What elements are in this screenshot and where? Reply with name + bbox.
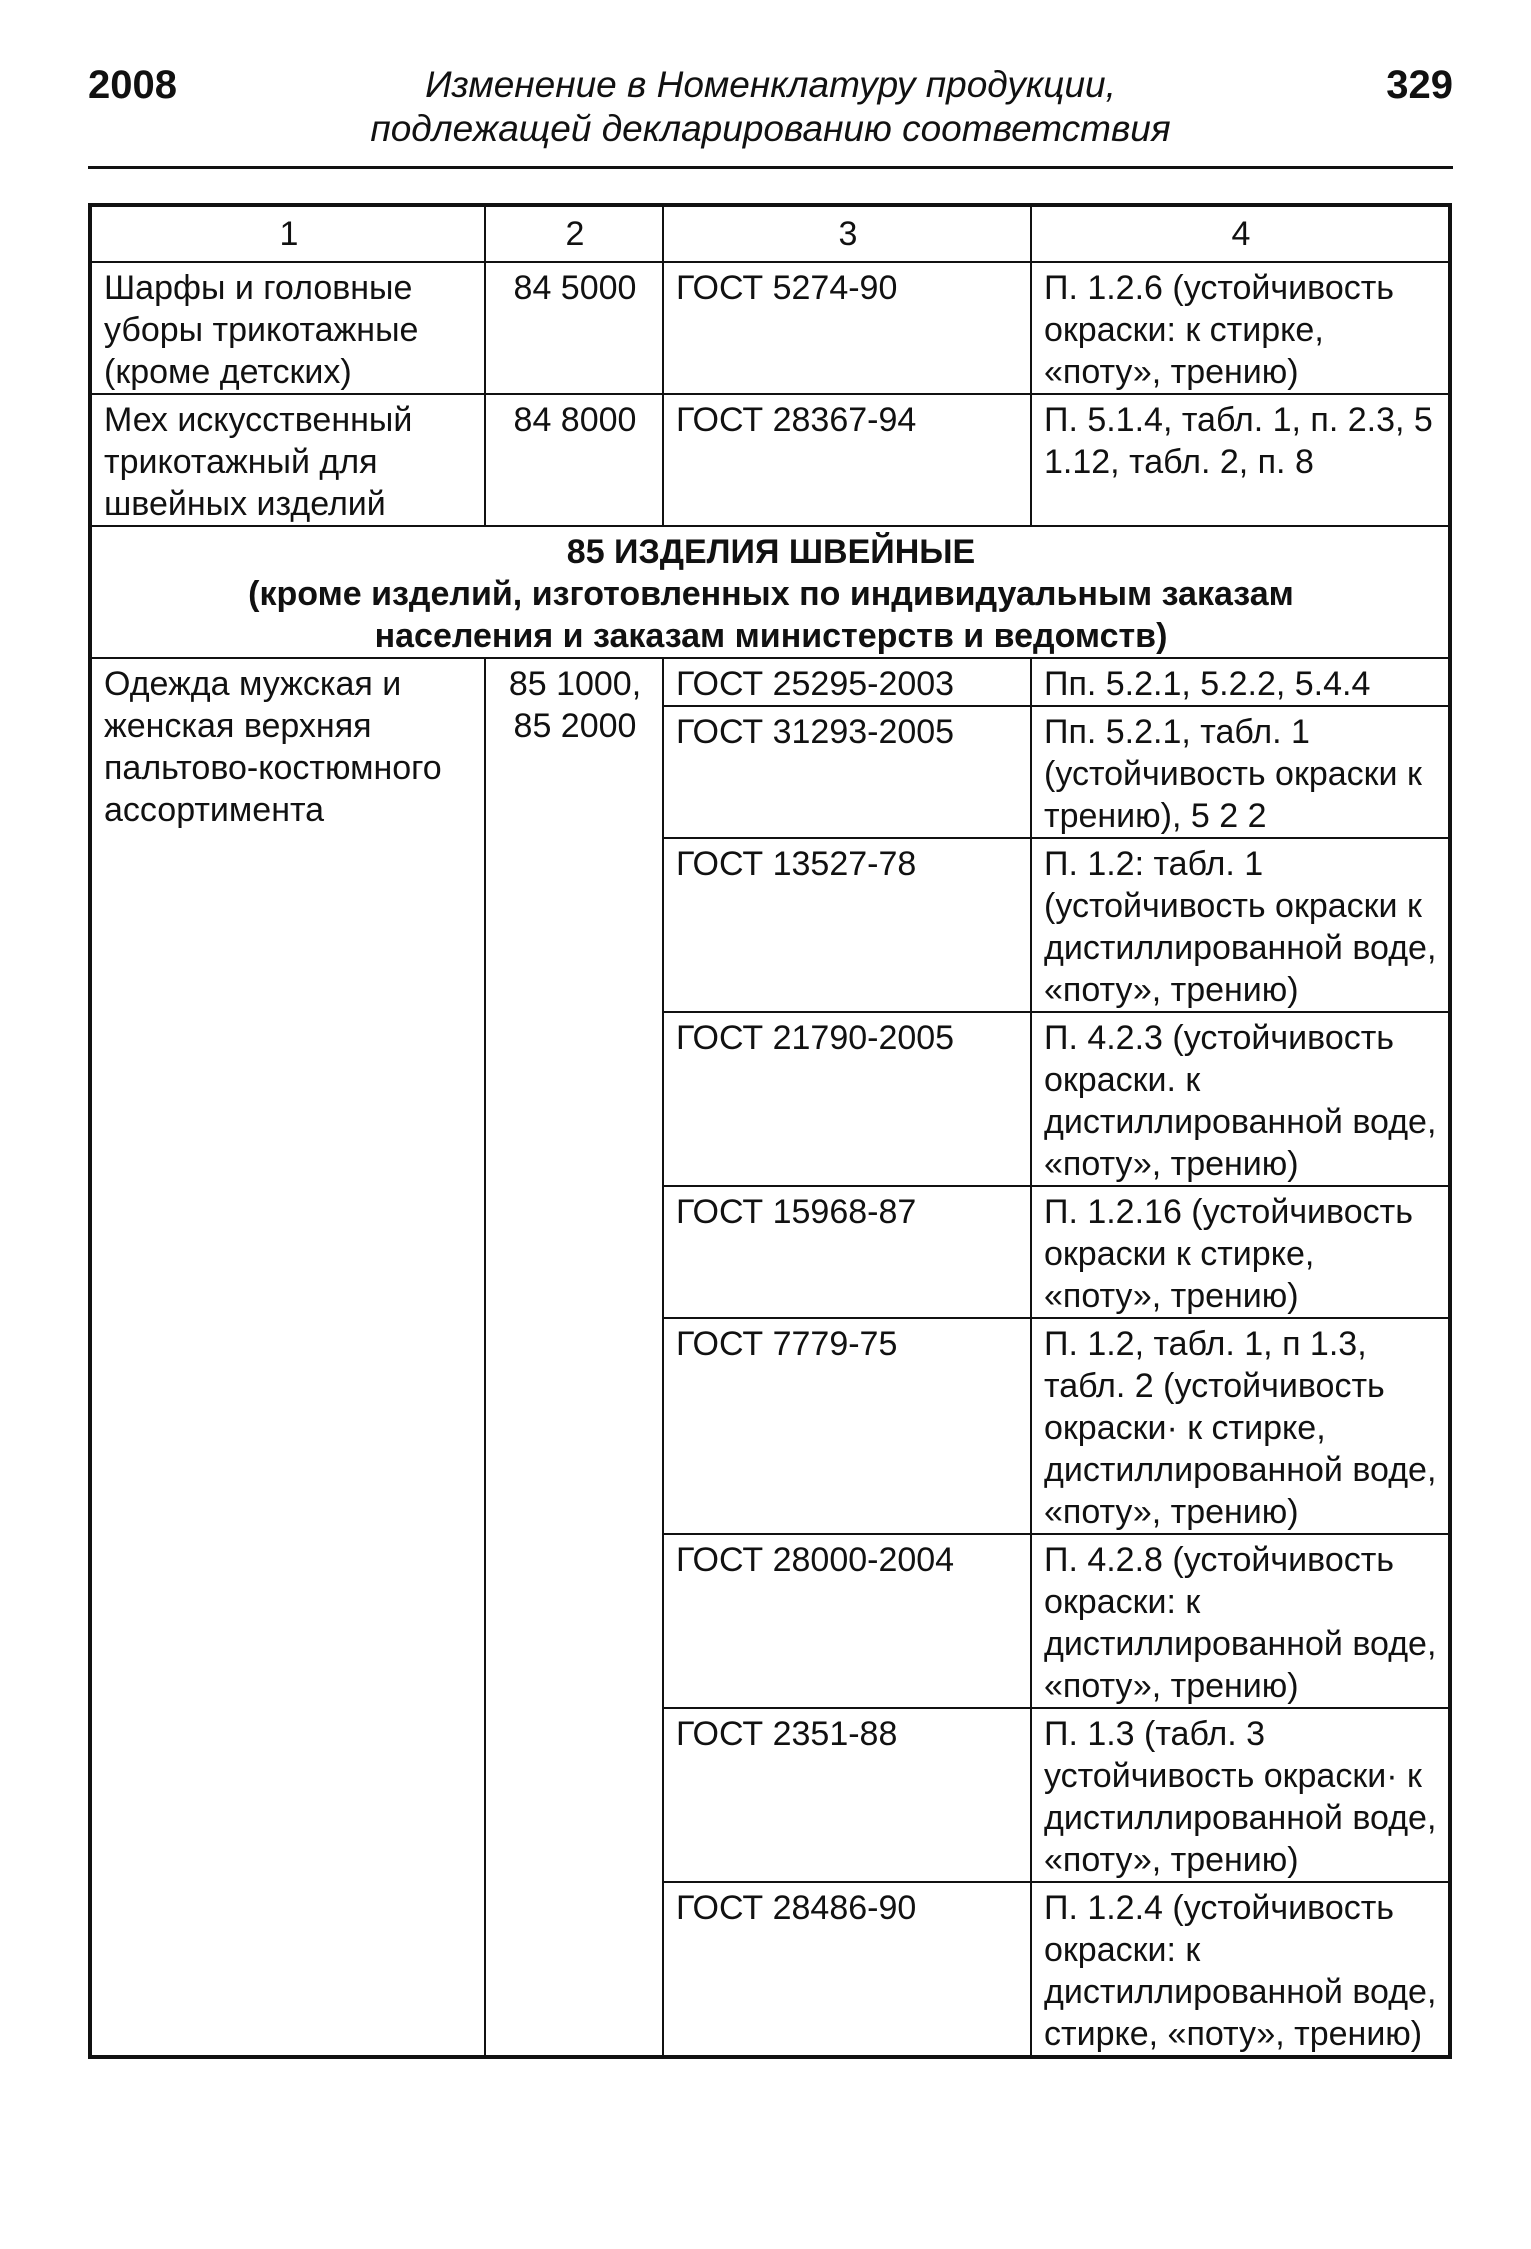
nomenclature-table [88,203,1452,2059]
clause-cell: П. 4.2.3 (устойчивость окраски. к дистиллированной воде, «поту», трению) [1031,1012,1450,1186]
product-cell: Одежда мужская и женская верхняя пальтово-костюмного ассортимента [90,658,485,2057]
standard-cell: ГОСТ 28000-2004 [663,1534,1031,1708]
header-title-line-1: Изменение в Номенклатуру продукции, [425,64,1116,105]
clause-cell: П. 1.2.6 (устойчивость окраски: к стирке, «поту», трению) [1031,262,1450,394]
section-heading-line-2: (кроме изделий, изготовленных по индивидуальным заказам [248,575,1294,613]
header-page-number: 329 [1386,63,1453,107]
table-row [90,394,1450,526]
clause-cell: П. 1.2.16 (устойчивость окраски к стирке, «поту», трению) [1031,1186,1450,1318]
header-title-line-2: подлежащей декларированию соответствия [370,108,1171,149]
clause-cell: П. 1.3 (табл. 3 устойчивость окраски· к дистиллированной воде, «поту», трению) [1031,1708,1450,1882]
product-cell: Шарфы и головные уборы трикотажные (кроме детских) [90,262,485,394]
header-rule [88,166,1453,169]
clause-cell: П. 1.2.4 (устойчивость окраски: к дистиллированной воде, стирке, «поту», трению) [1031,1882,1450,2057]
standard-cell: ГОСТ 28486-90 [663,1882,1031,2057]
column-number: 1 [90,205,485,262]
code-cell: 84 8000 [485,394,663,526]
standard-cell: ГОСТ 15968-87 [663,1186,1031,1318]
section-heading [90,526,1450,658]
standard-cell: ГОСТ 7779-75 [663,1318,1031,1534]
standard-cell: ГОСТ 5274-90 [663,262,1031,394]
standard-cell: ГОСТ 25295-2003 [663,658,1031,706]
code-cell: 84 5000 [485,262,663,394]
page-header [88,55,1453,175]
product-cell: Мех искусственный трикотажный для швейных изделий [90,394,485,526]
section-heading-line-1: 85 ИЗДЕЛИЯ ШВЕЙНЫЕ [566,533,976,571]
section-row [90,526,1450,658]
standard-cell: ГОСТ 21790-2005 [663,1012,1031,1186]
clause-cell: Пп. 5.2.1, табл. 1 (устойчивость окраски к трению), 5 2 2 [1031,706,1450,838]
clause-cell: П. 1.2, табл. 1, п 1.3, табл. 2 (устойчивость окраски· к стирке, дистиллированной воде, «поту», трению) [1031,1318,1450,1534]
header-title [318,63,1223,151]
clause-cell: П. 5.1.4, табл. 1, п. 2.3, 5 1.12, табл. 2, п. 8 [1031,394,1450,526]
table-row [90,658,1450,706]
clause-cell: Пп. 5.2.1, 5.2.2, 5.4.4 [1031,658,1450,706]
column-number: 4 [1031,205,1450,262]
standard-cell: ГОСТ 28367-94 [663,394,1031,526]
standard-cell: ГОСТ 2351-88 [663,1708,1031,1882]
column-number: 2 [485,205,663,262]
clause-cell: П. 4.2.8 (устойчивость окраски: к дистиллированной воде, «поту», трению) [1031,1534,1450,1708]
column-number-row [90,205,1450,262]
clause-cell: П. 1.2: табл. 1 (устойчивость окраски к дистиллированной воде, «поту», трению) [1031,838,1450,1012]
standard-cell: ГОСТ 31293-2005 [663,706,1031,838]
column-number: 3 [663,205,1031,262]
table-row [90,262,1450,394]
header-year: 2008 [88,63,177,107]
standard-cell: ГОСТ 13527-78 [663,838,1031,1012]
code-cell: 85 1000, 85 2000 [485,658,663,2057]
section-heading-line-3: населения и заказам министерств и ведомств) [374,617,1168,655]
